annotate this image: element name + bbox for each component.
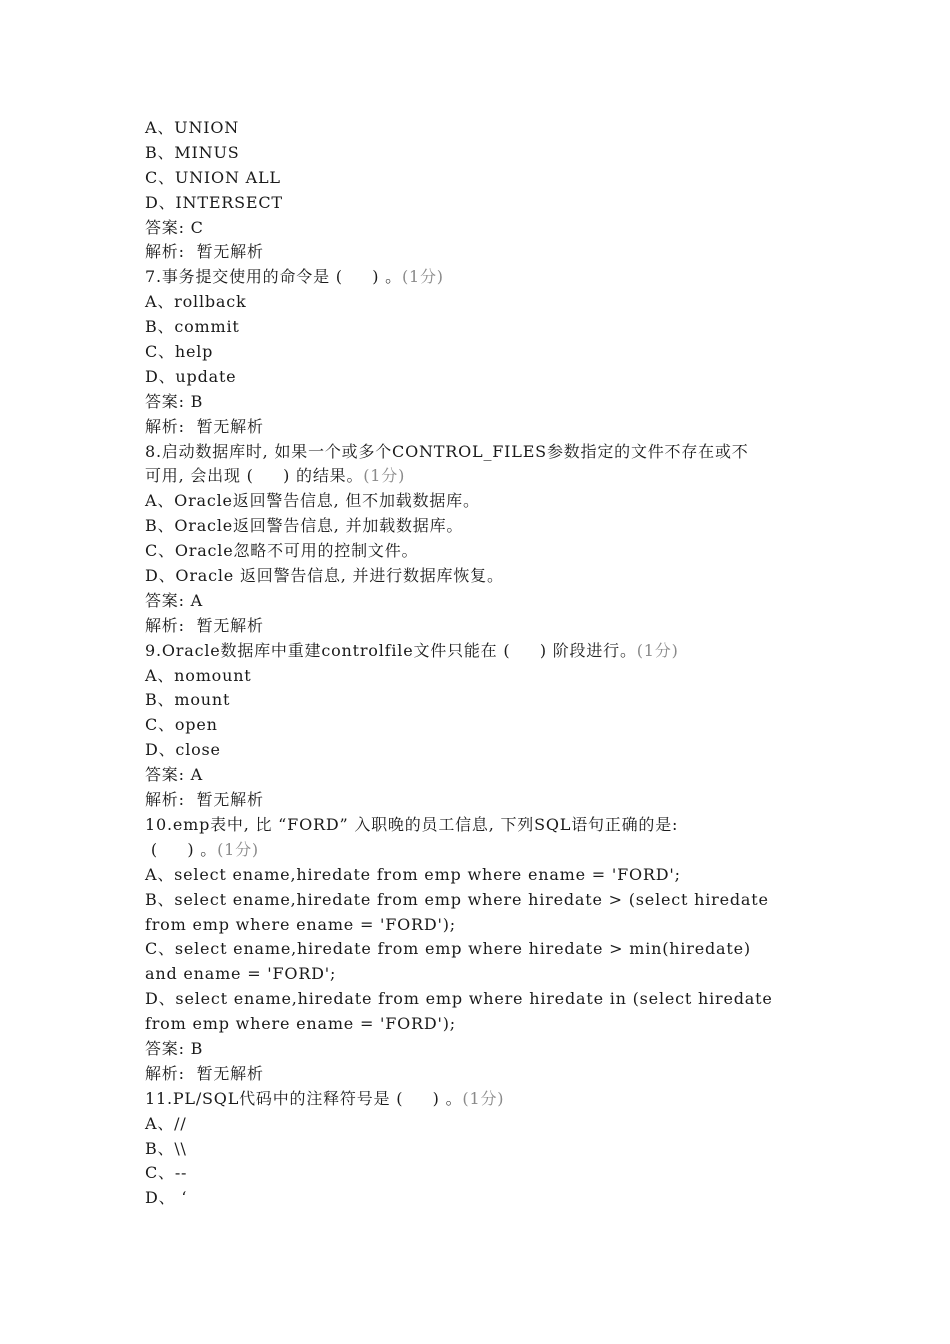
- analysis-line: 解析: 暂无解析: [145, 242, 264, 262]
- option-line: D、update: [145, 366, 237, 386]
- option-line: B、mount: [145, 690, 231, 710]
- option-line: C、open: [145, 715, 218, 735]
- option-line-cont: from emp where ename = 'FORD');: [145, 1014, 456, 1034]
- option-line: A、UNION: [145, 118, 240, 137]
- answer-line: 答案: B: [145, 1038, 204, 1058]
- analysis-line: 解析: 暂无解析: [145, 416, 264, 436]
- score-label: (1分): [462, 1088, 505, 1108]
- option-line: D、select ename,hiredate from emp where hiredate in (select hiredate: [145, 989, 773, 1009]
- option-line: C、help: [145, 342, 214, 362]
- option-line: C、select ename,hiredate from emp where hiredate > min(hiredate): [145, 939, 751, 959]
- score-label: (1分): [363, 466, 406, 486]
- option-line: C、UNION ALL: [145, 167, 281, 187]
- question-11: 11.PL/SQL代码中的注释符号是 ( ) 。(1分): [145, 1088, 505, 1108]
- answer-line: 答案: A: [145, 765, 204, 785]
- option-line-cont: from emp where ename = 'FORD');: [145, 914, 456, 934]
- question-10: 10.emp表中, 比 “FORD” 入职晚的员工信息, 下列SQL语句正确的是:: [145, 814, 679, 834]
- analysis-line: 解析: 暂无解析: [145, 615, 264, 635]
- score-label: (1分): [401, 267, 444, 287]
- option-line: B、commit: [145, 317, 240, 337]
- score-label: (1分): [636, 640, 679, 660]
- option-line: D、 ‘: [145, 1188, 188, 1208]
- option-line: D、Oracle 返回警告信息, 并进行数据库恢复。: [145, 566, 504, 586]
- option-line: A、nomount: [145, 665, 252, 685]
- quiz-document: [145, 116, 825, 1211]
- score-label: (1分): [217, 839, 259, 859]
- question-8: 8.启动数据库时, 如果一个或多个CONTROL_FILES参数指定的文件不存在或不: [145, 441, 749, 461]
- question-10-cont: ( ) 。(1分): [145, 839, 259, 859]
- option-line: B、MINUS: [145, 142, 240, 162]
- option-line: D、close: [145, 740, 221, 760]
- option-line: C、Oracle忽略不可用的控制文件。: [145, 541, 419, 561]
- question-7: 7.事务提交使用的命令是 ( ) 。(1分): [145, 267, 444, 287]
- question-8-cont: 可用, 会出现 ( ) 的结果。(1分): [145, 466, 406, 486]
- analysis-line: 解析: 暂无解析: [145, 790, 264, 810]
- option-line-cont: and ename = 'FORD';: [145, 964, 337, 984]
- answer-line: 答案: B: [145, 391, 204, 411]
- option-line: D、INTERSECT: [145, 192, 283, 212]
- question-9: 9.Oracle数据库中重建controlfile文件只能在 ( ) 阶段进行。(1分): [145, 640, 679, 660]
- option-line: A、select ename,hiredate from emp where ename = 'FORD';: [145, 864, 681, 884]
- option-line: B、Oracle返回警告信息, 并加载数据库。: [145, 516, 464, 536]
- answer-line: 答案: A: [145, 590, 204, 610]
- option-line: C、--: [145, 1163, 188, 1183]
- option-line: A、Oracle返回警告信息, 但不加载数据库。: [145, 491, 480, 511]
- option-line: B、select ename,hiredate from emp where hiredate > (select hiredate: [145, 889, 769, 909]
- option-line: A、//: [145, 1113, 187, 1133]
- analysis-line: 解析: 暂无解析: [145, 1063, 264, 1083]
- option-line: A、rollback: [145, 292, 247, 312]
- option-line: B、\\: [145, 1138, 187, 1158]
- answer-line: 答案: C: [145, 217, 204, 237]
